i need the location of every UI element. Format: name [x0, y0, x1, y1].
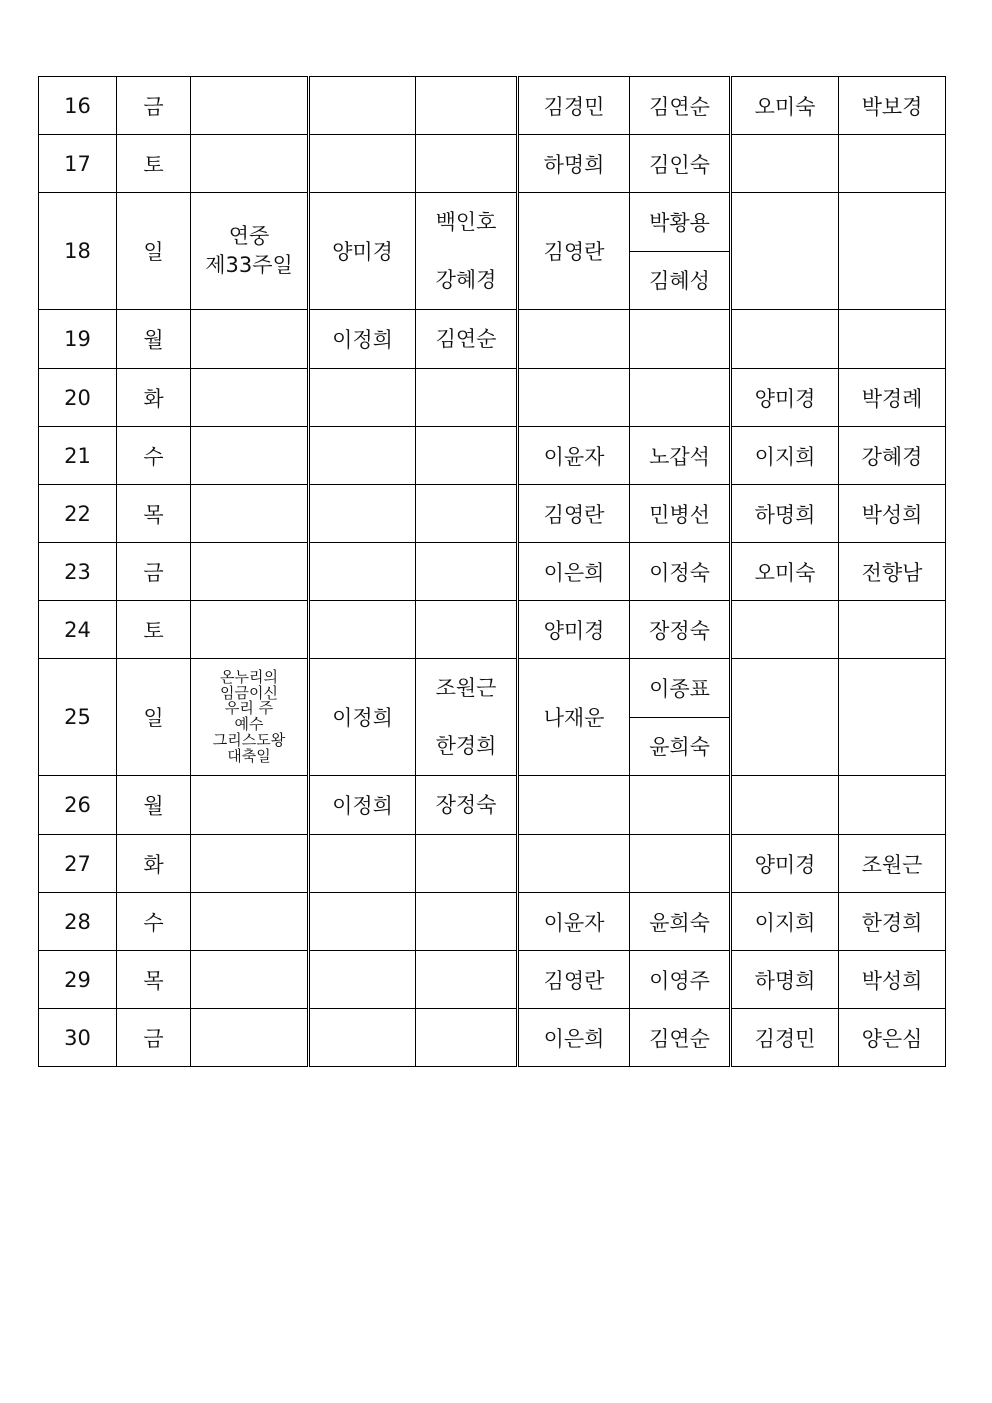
weekday-cell: 월 [117, 310, 191, 369]
assignee-e-cell: 이지희 [731, 893, 839, 951]
assignee-c-cell: 김영란 [518, 193, 630, 310]
feast-cell [191, 543, 309, 601]
assignee-e-cell: 양미경 [731, 835, 839, 893]
assignee-e-cell [731, 310, 839, 369]
assignee-f-cell: 강혜경 [839, 427, 946, 485]
assignee-e-cell: 오미숙 [731, 543, 839, 601]
feast-cell [191, 77, 309, 135]
assignee-d-cell: 노갑석 [630, 427, 731, 485]
assignee-a-cell [309, 543, 416, 601]
feast-cell [191, 485, 309, 543]
assignee-e-cell: 하명희 [731, 485, 839, 543]
assignee-f-cell: 조원근 [839, 835, 946, 893]
assignee-f-cell [839, 601, 946, 659]
assignee-b-cell [416, 951, 518, 1009]
day-cell: 18 [39, 193, 117, 310]
weekday-cell: 수 [117, 427, 191, 485]
assignee-e-cell [731, 659, 839, 776]
day-cell: 28 [39, 893, 117, 951]
weekday-cell: 월 [117, 776, 191, 835]
table-row [39, 893, 946, 951]
assignee-b-cell [416, 427, 518, 485]
assignee-c-cell: 이윤자 [518, 427, 630, 485]
day-cell: 23 [39, 543, 117, 601]
table-row [39, 77, 946, 135]
assignee-c-cell: 김영란 [518, 485, 630, 543]
assignee-d-cell: 윤희숙 [630, 717, 731, 776]
assignee-f-cell: 전향남 [839, 543, 946, 601]
feast-cell [191, 776, 309, 835]
assignee-b-name: 조원근 [435, 676, 497, 700]
assignee-a-cell: 이정희 [309, 659, 416, 776]
weekday-cell: 금 [117, 543, 191, 601]
assignee-e-cell: 김경민 [731, 1009, 839, 1067]
weekday-cell: 토 [117, 601, 191, 659]
assignee-c-cell: 김영란 [518, 951, 630, 1009]
assignee-d-cell: 장정숙 [630, 601, 731, 659]
assignee-e-cell [731, 601, 839, 659]
table-row [39, 1009, 946, 1067]
assignee-d-cell [630, 776, 731, 835]
assignee-d-cell: 김연순 [630, 77, 731, 135]
assignee-b-cell [416, 601, 518, 659]
assignee-c-cell [518, 369, 630, 427]
assignee-a-cell [309, 951, 416, 1009]
feast-line: 제33주일 [205, 253, 293, 277]
feast-line: 우리 주 [224, 699, 274, 718]
assignee-a-cell [309, 369, 416, 427]
assignee-a-cell: 이정희 [309, 310, 416, 369]
assignee-e-cell: 하명희 [731, 951, 839, 1009]
feast-line: 임금이신 [220, 683, 278, 702]
table-row [39, 310, 946, 369]
table-row [39, 601, 946, 659]
assignee-f-cell [839, 193, 946, 310]
day-cell: 27 [39, 835, 117, 893]
feast-cell [191, 135, 309, 193]
assignee-d-cell: 김혜성 [630, 251, 731, 310]
assignee-b-cell [416, 776, 518, 835]
day-cell: 22 [39, 485, 117, 543]
feast-cell [191, 193, 309, 310]
assignee-b-cell [416, 893, 518, 951]
assignee-a-cell [309, 135, 416, 193]
assignee-f-cell [839, 135, 946, 193]
day-cell: 30 [39, 1009, 117, 1067]
assignee-c-cell [518, 310, 630, 369]
feast-cell [191, 835, 309, 893]
assignee-c-cell [518, 776, 630, 835]
table-row [39, 543, 946, 601]
feast-cell [191, 310, 309, 369]
weekday-cell: 금 [117, 1009, 191, 1067]
table-row [39, 659, 946, 718]
assignee-b-name: 백인호 [435, 210, 497, 234]
assignee-e-cell [731, 135, 839, 193]
feast-cell [191, 893, 309, 951]
assignee-b-cell [416, 77, 518, 135]
assignee-f-cell: 양은심 [839, 1009, 946, 1067]
feast-line: 대축일 [227, 746, 271, 765]
assignee-a-cell [309, 77, 416, 135]
weekday-cell: 수 [117, 893, 191, 951]
assignee-e-cell: 이지희 [731, 427, 839, 485]
weekday-cell: 화 [117, 835, 191, 893]
assignee-e-cell: 양미경 [731, 369, 839, 427]
assignee-c-cell: 하명희 [518, 135, 630, 193]
assignee-d-cell: 이종표 [630, 659, 731, 718]
feast-line: 온누리의 [220, 667, 278, 686]
feast-cell [191, 659, 309, 776]
assignee-e-cell: 오미숙 [731, 77, 839, 135]
assignee-c-cell: 나재운 [518, 659, 630, 776]
table-row [39, 193, 946, 252]
assignee-b-cell [416, 193, 518, 310]
assignee-b-name: 김연순 [435, 327, 497, 351]
assignee-c-cell [518, 835, 630, 893]
assignee-a-cell [309, 1009, 416, 1067]
day-cell: 21 [39, 427, 117, 485]
assignee-b-cell [416, 485, 518, 543]
assignee-a-cell: 이정희 [309, 776, 416, 835]
table-row [39, 427, 946, 485]
weekday-cell: 일 [117, 659, 191, 776]
assignee-b-name: 강혜경 [435, 268, 497, 292]
assignee-a-cell [309, 601, 416, 659]
assignee-d-cell: 김연순 [630, 1009, 731, 1067]
table-row [39, 135, 946, 193]
assignee-a-cell [309, 427, 416, 485]
assignee-b-cell [416, 310, 518, 369]
table-row [39, 369, 946, 427]
schedule-table [38, 76, 946, 1067]
assignee-f-cell: 박보경 [839, 77, 946, 135]
day-cell: 19 [39, 310, 117, 369]
assignee-c-cell: 이윤자 [518, 893, 630, 951]
assignee-e-cell [731, 193, 839, 310]
table-row [39, 776, 946, 835]
assignee-b-cell [416, 1009, 518, 1067]
assignee-a-cell [309, 893, 416, 951]
weekday-cell: 일 [117, 193, 191, 310]
day-cell: 29 [39, 951, 117, 1009]
assignee-a-cell [309, 485, 416, 543]
assignee-d-cell: 박황용 [630, 193, 731, 252]
assignee-c-cell: 이은희 [518, 1009, 630, 1067]
weekday-cell: 목 [117, 951, 191, 1009]
feast-line: 그리스도왕 [212, 730, 286, 749]
feast-cell [191, 427, 309, 485]
assignee-c-cell: 양미경 [518, 601, 630, 659]
assignee-f-cell [839, 310, 946, 369]
assignee-d-cell: 민병선 [630, 485, 731, 543]
assignee-e-cell [731, 776, 839, 835]
day-cell: 16 [39, 77, 117, 135]
feast-cell [191, 369, 309, 427]
assignee-c-cell: 김경민 [518, 77, 630, 135]
assignee-a-cell [309, 835, 416, 893]
assignee-f-cell [839, 659, 946, 776]
assignee-f-cell: 박경례 [839, 369, 946, 427]
assignee-b-cell [416, 135, 518, 193]
feast-line: 연중 [228, 223, 270, 248]
weekday-cell: 금 [117, 77, 191, 135]
weekday-cell: 목 [117, 485, 191, 543]
assignee-b-cell [416, 659, 518, 776]
assignee-f-cell: 박성희 [839, 485, 946, 543]
assignee-c-cell: 이은희 [518, 543, 630, 601]
day-cell: 26 [39, 776, 117, 835]
assignee-f-cell: 박성희 [839, 951, 946, 1009]
table-row [39, 485, 946, 543]
assignee-b-cell [416, 543, 518, 601]
assignee-d-cell [630, 835, 731, 893]
day-cell: 20 [39, 369, 117, 427]
weekday-cell: 토 [117, 135, 191, 193]
assignee-d-cell: 윤희숙 [630, 893, 731, 951]
assignee-d-cell: 이영주 [630, 951, 731, 1009]
assignee-b-name: 한경희 [435, 734, 497, 758]
day-cell: 17 [39, 135, 117, 193]
day-cell: 25 [39, 659, 117, 776]
assignee-f-cell [839, 776, 946, 835]
weekday-cell: 화 [117, 369, 191, 427]
feast-line: 예수 [234, 715, 264, 733]
assignee-b-cell [416, 835, 518, 893]
feast-cell [191, 601, 309, 659]
assignee-d-cell [630, 310, 731, 369]
assignee-b-cell [416, 369, 518, 427]
assignee-f-cell: 한경희 [839, 893, 946, 951]
assignee-d-cell: 이정숙 [630, 543, 731, 601]
feast-cell [191, 1009, 309, 1067]
assignee-d-cell: 김인숙 [630, 135, 731, 193]
table-row [39, 835, 946, 893]
assignee-b-name: 장정숙 [435, 793, 497, 817]
feast-cell [191, 951, 309, 1009]
table-row [39, 951, 946, 1009]
day-cell: 24 [39, 601, 117, 659]
assignee-d-cell [630, 369, 731, 427]
assignee-a-cell: 양미경 [309, 193, 416, 310]
schedule-body [39, 77, 946, 1067]
